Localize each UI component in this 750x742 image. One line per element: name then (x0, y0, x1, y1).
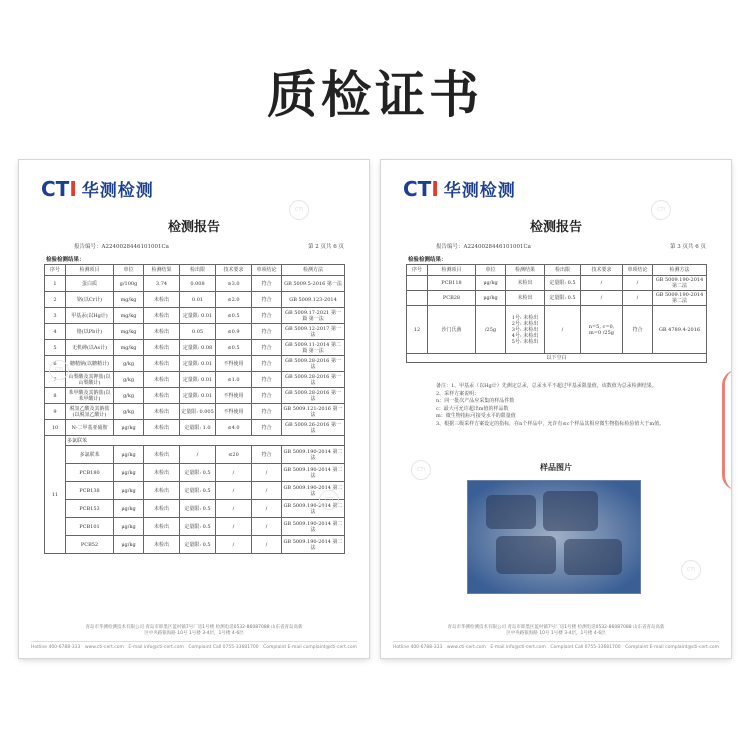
cell-item: 多氯联苯 (66, 446, 114, 464)
cell-requirement: / (216, 500, 252, 518)
cell-lod: / (545, 306, 581, 354)
cell-result: 未检出 (144, 536, 180, 554)
cell-no: 7 (45, 372, 66, 388)
cell-no: 6 (45, 356, 66, 372)
cell-item: 山梨酸及其钾盐(以山梨酸计) (66, 372, 114, 388)
column-header: 检测结果 (144, 265, 180, 276)
cell-unit: mg/kg (114, 308, 144, 324)
cell-unit: g/100g (114, 276, 144, 292)
page-number: 第 2 页共 6 页 (308, 244, 344, 250)
column-header: 序号 (45, 265, 66, 276)
table-row (45, 276, 345, 292)
cell-method: GB 5009.17-2021 第一篇 第一法 (282, 308, 345, 324)
footer-bar (31, 641, 357, 650)
cell-lod: 0.05 (180, 324, 216, 340)
cell-result: 未检出 (144, 324, 180, 340)
cell-item: 脱氢乙酸及其钠盐(以脱氢乙酸计) (66, 404, 114, 420)
footer-address: 青岛市华测检测技术有限公司 青岛市即墨区蓝村镇7号厂房1号楼 检测电话0532-86087088 山东省青岛高新 区中央路银海路 10号 1号楼 3-4层，1号楼 4-6层 (85, 625, 303, 636)
watermark: CTI (49, 360, 69, 380)
watermark: CTI (289, 200, 309, 220)
cti-logo (41, 176, 154, 201)
cell-unit: μg/kg (114, 518, 144, 536)
table-header (407, 265, 707, 276)
table-header (45, 265, 345, 276)
section-title: 检验检测结果： (46, 257, 85, 263)
cell-requirement: / (216, 482, 252, 500)
table-row (45, 388, 345, 404)
cell-unit: μg/kg (114, 482, 144, 500)
cell-no: 4 (45, 324, 66, 340)
cell-method: GB 5009.123-2014 (282, 292, 345, 308)
cell-result: 1号: 未检出 2号: 未检出 3号: 未检出 4号: 未检出 5号: 未检出 (506, 306, 545, 354)
cell-no: 1 (45, 276, 66, 292)
cell-requirement: / (216, 518, 252, 536)
table-row (45, 340, 345, 356)
cell-result: 未检出 (144, 292, 180, 308)
watermark: CTI (651, 200, 671, 220)
report-page-3 (381, 160, 731, 658)
logo-name: 华测检测 (81, 181, 154, 201)
cell-conclusion: 符合 (252, 308, 282, 324)
note-line: 备注：1、甲基汞（以Hg计）先测定总汞，总汞水平不超过甲基汞限量值，该数值为总汞检测结果。 (436, 383, 657, 389)
cell-lod: 0.01 (180, 292, 216, 308)
cell-lod: / (180, 446, 216, 464)
cell-conclusion: 符合 (252, 340, 282, 356)
table-row (45, 356, 345, 372)
column-header: 技术要求 (216, 265, 252, 276)
cell-no: 9 (45, 404, 66, 420)
column-header: 检出限 (180, 265, 216, 276)
cell-unit: g/kg (114, 372, 144, 388)
table-row (45, 292, 345, 308)
table-row (45, 464, 345, 482)
table-row (45, 436, 345, 446)
cell-conclusion: / (623, 276, 653, 291)
footer-item: Complaint E-mail complaint@cti-cert.com (263, 645, 357, 650)
cell-method: GB 5009.28-2016 第一法 (282, 372, 345, 388)
cell-requirement: / (581, 291, 623, 306)
cell-lod: 定量限: 0.01 (180, 388, 216, 404)
cell-result: 未检出 (144, 420, 180, 436)
report-page-2 (19, 160, 369, 658)
cell-lod: 定量限: 0.5 (180, 464, 216, 482)
cell-conclusion: 符合 (252, 404, 282, 420)
cell-unit: g/kg (114, 404, 144, 420)
cell-item: PCB153 (66, 500, 114, 518)
cell-unit: μg/kg (114, 464, 144, 482)
cell-no: 8 (45, 388, 66, 404)
cell-unit: g/kg (114, 356, 144, 372)
cell-item: 糖精钠(以糖精计) (66, 356, 114, 372)
cell-requirement: ≤2.0 (216, 292, 252, 308)
cell-result: 3.74 (144, 276, 180, 292)
footer-item: E-mail info@cti-cert.com (490, 645, 546, 650)
cell-item: 蛋白质 (66, 276, 114, 292)
footer-item: www.cti-cert.com (446, 645, 486, 650)
cell-item: PCB138 (66, 482, 114, 500)
cell-method: GB 5009.28-2016 第一法 (282, 388, 345, 404)
cell-conclusion: 符合 (252, 276, 282, 292)
footer-item: Hotline 400-6788-333 (31, 645, 81, 650)
note-line: 3、根据三级采样方案设定的指标，在n个样品中，允许有≤c个样品其相应微生物指标检验值大于m值。 (436, 420, 665, 427)
cell-item: 沙门氏菌 (428, 306, 476, 354)
column-header: 单项结论 (623, 265, 653, 276)
cell-item: 甲基汞(以Hg计) (66, 308, 114, 324)
cell-result: 未检出 (144, 404, 180, 420)
cell-conclusion: / (623, 291, 653, 306)
cell-no: 10 (45, 420, 66, 436)
cell-method: GB 5009.26-2016 第一法 (282, 420, 345, 436)
cell-requirement: / (581, 276, 623, 291)
cell-no: 11 (45, 436, 66, 554)
cell-result: 未检出 (144, 308, 180, 324)
cell-requirement: 不得使用 (216, 388, 252, 404)
column-header: 单位 (476, 265, 506, 276)
cell-conclusion: / (252, 536, 282, 554)
table-row (45, 446, 345, 464)
report-title: 检测报告 (529, 220, 582, 235)
cell-conclusion: 符合 (623, 306, 653, 354)
column-header: 检测项目 (66, 265, 114, 276)
cell-no: 2 (45, 292, 66, 308)
watermark: CTI (681, 560, 701, 580)
table-row (45, 372, 345, 388)
cell-lod: 定量限: 0.5 (545, 276, 581, 291)
cell-conclusion: / (252, 518, 282, 536)
table-row (45, 518, 345, 536)
sample-photo (467, 480, 641, 594)
cell-method: GB 5009.12-2017 第一法 (282, 324, 345, 340)
cell-method: GB 5009.5-2016 第一法 (282, 276, 345, 292)
cell-lod: 定量限: 0.5 (180, 500, 216, 518)
cell-result: 未检出 (144, 340, 180, 356)
cell-method: GB 5009.190-2014 第二法 (653, 276, 707, 291)
column-header: 检测方法 (653, 265, 707, 276)
cell-requirement: 不得使用 (216, 404, 252, 420)
cell-unit: /25g (476, 306, 506, 354)
cell-conclusion: 符合 (252, 356, 282, 372)
column-header: 单项结论 (252, 265, 282, 276)
logo-mark: CTI (41, 176, 77, 201)
cell-requirement: ≤20 (216, 446, 252, 464)
note-line: c：最大可允许超出m值的样品数 (436, 405, 509, 412)
cell-requirement: ≥3.0 (216, 276, 252, 292)
report-number: 报告编号：A2240028446101001Ca (74, 244, 169, 250)
footer-item: Complaint Call 0755-33681700 (550, 645, 621, 650)
cell-result: 未检出 (506, 291, 545, 306)
cell-item: PCB52 (66, 536, 114, 554)
cell-unit: μg/kg (476, 276, 506, 291)
cell-lod: 定量限: 1.0 (180, 420, 216, 436)
cell-result: 未检出 (144, 372, 180, 388)
table-row (45, 500, 345, 518)
table-row (45, 324, 345, 340)
column-header: 单位 (114, 265, 144, 276)
table-row (407, 276, 707, 291)
column-header: 序号 (407, 265, 428, 276)
cell-lod: 定量限: 0.5 (180, 536, 216, 554)
cell-result: 未检出 (144, 356, 180, 372)
column-header: 检测方法 (282, 265, 345, 276)
page-number: 第 3 页共 6 页 (670, 244, 706, 250)
cell-unit: g/kg (114, 388, 144, 404)
cell-method: GB 5009.190-2014 第二法 (282, 536, 345, 554)
cell-requirement: ≤4.0 (216, 420, 252, 436)
table-row (407, 306, 707, 354)
cell-item: PCB101 (66, 518, 114, 536)
cell-lod: 0.008 (180, 276, 216, 292)
footer-item: Complaint E-mail complaint@cti-cert.com (625, 645, 719, 650)
cell-unit: μg/kg (114, 536, 144, 554)
column-header: 技术要求 (581, 265, 623, 276)
cell-item: 无机砷(以As计) (66, 340, 114, 356)
cell-method: GB 5009.190-2014 第二法 (282, 446, 345, 464)
cell-result: 未检出 (144, 446, 180, 464)
table-row (45, 404, 345, 420)
cell-item: PCB180 (66, 464, 114, 482)
cell-no: 5 (45, 340, 66, 356)
cell-unit: mg/kg (114, 340, 144, 356)
cell-item: PCB118 (428, 276, 476, 291)
cell-unit: μg/kg (114, 500, 144, 518)
report-number: 报告编号：A2240028446101001Ca (436, 244, 531, 250)
report-title: 检测报告 (167, 220, 220, 235)
cell-result: 未检出 (144, 482, 180, 500)
logo-mark: CTI (403, 176, 439, 201)
cell-item: 铬(以Cr计) (66, 292, 114, 308)
cell-unit: mg/kg (114, 324, 144, 340)
cell-lod: 定量限: 0.005 (180, 404, 216, 420)
cell-lod: 定量限: 0.01 (180, 308, 216, 324)
footer-address: 青岛市华测检测技术有限公司 青岛市即墨区蓝村镇7号厂房1号楼 检测电话0532-86087088 山东省青岛高新 区中央路银海路 10号 1号楼 3-4层，1号楼 4-6层 (447, 625, 665, 636)
cell-requirement: ≤1.0 (216, 372, 252, 388)
cell-conclusion: 符合 (252, 446, 282, 464)
table-row (407, 354, 707, 363)
cell-unit: mg/kg (114, 292, 144, 308)
cell-requirement: ≤0.5 (216, 340, 252, 356)
cell-lod: 定量限: 0.5 (545, 291, 581, 306)
cell-lod: 定量限: 0.5 (180, 482, 216, 500)
cell-conclusion: 符合 (252, 292, 282, 308)
footer-item: Complaint Call 0755-33681700 (188, 645, 259, 650)
footer-item: www.cti-cert.com (84, 645, 124, 650)
cell-method: GB 5009.121-2016 第一法 (283, 405, 343, 418)
table-row (45, 308, 345, 324)
cell-method: GB 5009.190-2014 第二法 (653, 291, 707, 306)
note-line: m：微生物指标可接受水平的限量值 (436, 413, 516, 419)
cell-conclusion: / (252, 482, 282, 500)
cell-lod: 定量限: 0.08 (180, 340, 216, 356)
table-row (45, 482, 345, 500)
cti-logo (403, 176, 516, 201)
cell-no (407, 291, 428, 306)
table-row (45, 420, 345, 436)
watermark: CTI (319, 490, 339, 510)
cell-lod: 定量限: 0.01 (180, 372, 216, 388)
cell-item: N-二甲基亚硝胺 (66, 420, 114, 436)
cell-conclusion: 符合 (252, 324, 282, 340)
cell-item: 苯甲酸及其钠盐(以苯甲酸计) (66, 388, 114, 404)
cell-method: GB 5009.28-2016 第一法 (282, 356, 345, 372)
cell-group-title: 多氯联苯 (66, 436, 345, 446)
logo-name: 华测检测 (443, 181, 516, 201)
cell-no: 12 (407, 306, 428, 354)
note-line: n：同一批次产品应采集的样品件数 (436, 398, 515, 404)
cell-lod: 定量限: 0.01 (180, 356, 216, 372)
cell-result: 未检出 (506, 276, 545, 291)
page-heading: 质检证书 (267, 66, 483, 124)
cell-method: GB 5009.190-2014 第二法 (282, 482, 345, 500)
footer-bar (393, 641, 719, 650)
cell-result: 未检出 (144, 388, 180, 404)
cell-conclusion: / (252, 500, 282, 518)
table-row (45, 536, 345, 554)
cell-requirement: 不得使用 (216, 356, 252, 372)
footer-item: Hotline 400-6788-333 (393, 645, 443, 650)
cell-unit: μg/kg (114, 420, 144, 436)
cell-no: 3 (45, 308, 66, 324)
cell-requirement: / (216, 464, 252, 482)
table-row (407, 291, 707, 306)
cell-requirement: ≤0.5 (216, 308, 252, 324)
cell-requirement: / (216, 536, 252, 554)
footer-item: E-mail info@cti-cert.com (128, 645, 184, 650)
results-table (44, 264, 345, 554)
watermark: CTI (411, 460, 431, 480)
column-header: 检出限 (545, 265, 581, 276)
column-header: 检测项目 (428, 265, 476, 276)
cell-item: 铬(以Pb计) (66, 324, 114, 340)
cell-unit: μg/kg (114, 446, 144, 464)
cell-conclusion: 符合 (252, 388, 282, 404)
cell-method: GB 5009.190-2014 第二法 (282, 500, 345, 518)
cell-method: GB 5009.190-2014 第二法 (282, 518, 345, 536)
note-line: 2、采样方案说明： (436, 390, 480, 397)
cell-no (407, 276, 428, 291)
end-of-results: 以下空白 (407, 354, 707, 363)
cell-result: 未检出 (144, 464, 180, 482)
cell-lod: 定量限: 0.5 (180, 518, 216, 536)
sample-photo-title: 样品图片 (540, 463, 572, 472)
cell-conclusion: 符合 (252, 420, 282, 436)
section-title: 检验检测结果： (408, 257, 447, 263)
cell-method: GB 4789.4-2016 (653, 306, 707, 354)
results-table (406, 264, 707, 363)
cell-method: GB 5009.190-2014 第二法 (282, 464, 345, 482)
column-header: 检测结果 (506, 265, 545, 276)
cell-result: 未检出 (144, 518, 180, 536)
cell-item: PCB28 (428, 291, 476, 306)
cell-requirement: ≤0.9 (216, 324, 252, 340)
cell-conclusion: / (252, 464, 282, 482)
cell-method: GB 5009.11-2014 第二篇 第一法 (282, 340, 345, 356)
cell-conclusion: 符合 (252, 372, 282, 388)
notes (436, 383, 686, 428)
cell-unit: μg/kg (476, 291, 506, 306)
cell-requirement: n=5, c=0, m=0 /25g (581, 306, 623, 354)
cell-result: 未检出 (144, 500, 180, 518)
stamp (722, 370, 731, 490)
